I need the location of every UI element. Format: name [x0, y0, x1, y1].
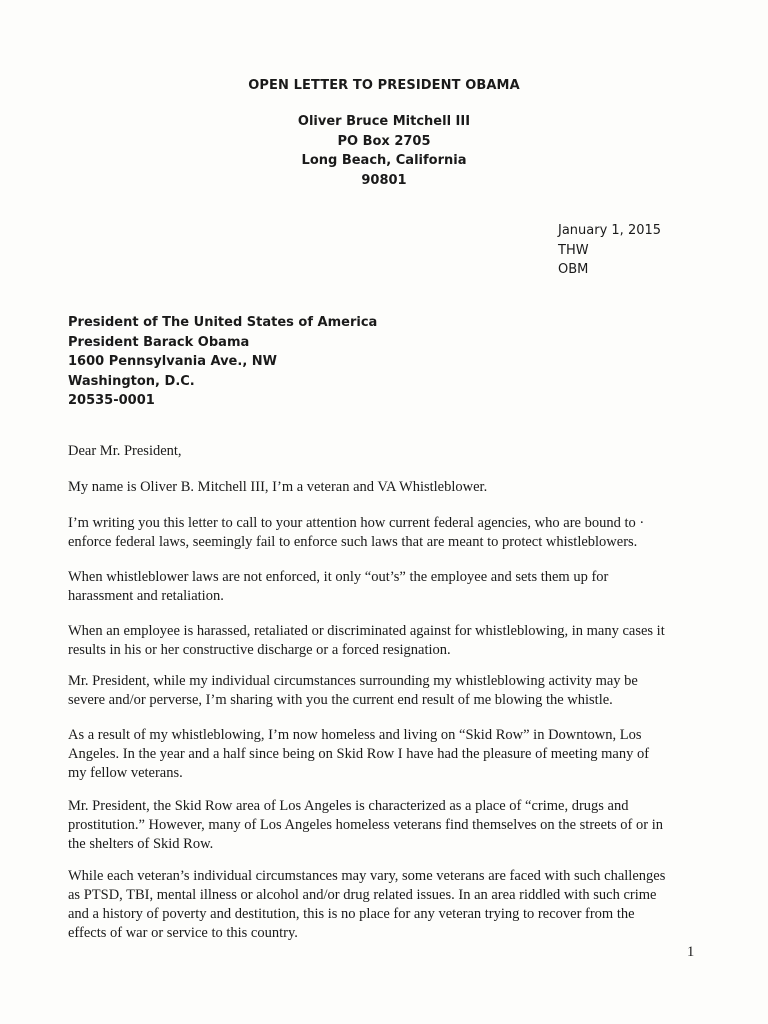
salutation: Dear Mr. President, [68, 443, 182, 459]
body-paragraph [68, 622, 708, 660]
sender-city: Long Beach, California [301, 153, 467, 168]
paragraph-line: While each veteran’s individual circumstances may vary, some veterans are faced with such challenges [68, 868, 666, 884]
paragraph-line: When an employee is harassed, retaliated or discriminated against for whistleblowing, in many cases it [68, 623, 665, 639]
paragraph-line: harassment and retaliation. [68, 588, 224, 604]
page-number: 1 [687, 944, 695, 960]
paragraph-line: My name is Oliver B. Mitchell III, I’m a veteran and VA Whistleblower. [68, 479, 488, 495]
reference-initials-1: THW [558, 242, 589, 258]
reference-initials-2: OBM [558, 262, 589, 277]
paragraph-line: Mr. President, the Skid Row area of Los Angeles is characterized as a place of “crime, drugs and [68, 798, 629, 814]
letter-heading: OPEN LETTER TO PRESIDENT OBAMA [248, 78, 520, 93]
body-paragraph [68, 672, 708, 710]
paragraph-line: as PTSD, TBI, mental illness or alcohol and/or drug related issues. In an area riddled with such crime [68, 887, 657, 903]
body-paragraph [68, 867, 708, 943]
sender-address-block [0, 112, 768, 190]
paragraph-line: I’m writing you this letter to call to your attention how current federal agencies, who are bound to · [68, 515, 645, 531]
paragraph-line: When whistleblower laws are not enforced, it only “out’s” the employee and sets them up for [68, 569, 609, 585]
body-paragraph [68, 797, 708, 854]
sender-name: Oliver Bruce Mitchell III [297, 114, 471, 129]
sender-zip: 90801 [361, 172, 407, 188]
recipient-line: President Barack Obama [68, 334, 250, 350]
letter-date: January 1, 2015 [558, 223, 662, 238]
paragraph-line: effects of war or service to this country. [68, 925, 298, 941]
paragraph-line: enforce federal laws, seemingly fail to enforce such laws that are meant to protect whistleblowers. [68, 534, 638, 550]
paragraph-line: As a result of my whistleblowing, I’m now homeless and living on “Skid Row” in Downtown, Los [68, 727, 642, 743]
paragraph-line: prostitution.” However, many of Los Angeles homeless veterans find themselves on the streets of or in [68, 817, 663, 833]
paragraph-line: the shelters of Skid Row. [68, 836, 214, 852]
recipient-line: 1600 Pennsylvania Ave., NW [68, 354, 277, 369]
recipient-line: Washington, D.C. [68, 373, 195, 389]
paragraph-line: Mr. President, while my individual circumstances surrounding my whistleblowing activity may be [68, 673, 638, 689]
paragraph-line: Angeles. In the year and a half since being on Skid Row I have had the pleasure of meeting many of [68, 746, 650, 762]
paragraph-line: severe and/or perverse, I’m sharing with you the current end result of me blowing the whistle. [68, 692, 613, 708]
paragraph-line: results in his or her constructive discharge or a forced resignation. [68, 642, 451, 658]
recipient-line: President of The United States of America [68, 315, 378, 330]
paragraph-line: and a history of poverty and destitution, this is no place for any veteran trying to recover from the [68, 906, 635, 922]
date-block [558, 221, 661, 280]
sender-po-box: PO Box 2705 [337, 133, 431, 149]
paragraph-line: my fellow veterans. [68, 765, 183, 781]
recipient-line: 20535-0001 [68, 393, 155, 408]
body-paragraph [68, 514, 708, 552]
body-paragraph [68, 478, 708, 497]
body-paragraph [68, 568, 708, 606]
recipient-address-block [68, 313, 377, 411]
body-paragraph [68, 726, 708, 783]
